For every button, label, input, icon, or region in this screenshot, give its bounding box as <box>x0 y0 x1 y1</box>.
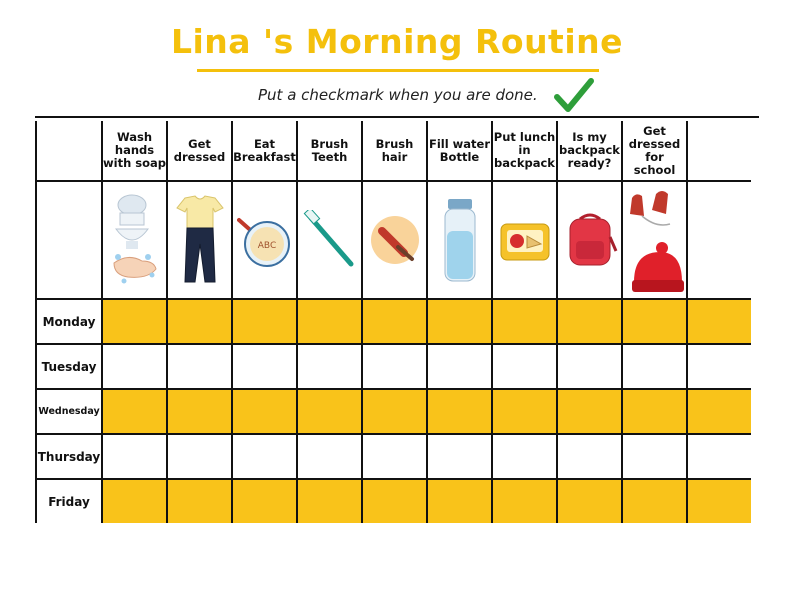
check-cell[interactable] <box>232 299 297 344</box>
hairbrush-icon <box>368 213 422 267</box>
check-cell[interactable] <box>492 344 557 389</box>
day-label: Friday <box>36 479 102 523</box>
check-cell[interactable] <box>622 299 687 344</box>
check-cell[interactable] <box>297 389 362 434</box>
pic-cell <box>167 181 232 299</box>
pic-cell <box>492 181 557 299</box>
check-cell[interactable] <box>557 479 622 523</box>
check-cell[interactable] <box>427 344 492 389</box>
check-cell[interactable] <box>362 389 427 434</box>
picture-row <box>36 181 751 299</box>
pic-cell <box>362 181 427 299</box>
task-label: Brush hair <box>362 121 427 181</box>
pic-cell <box>102 181 167 299</box>
day-row <box>36 479 751 523</box>
task-label: Brush Teeth <box>297 121 362 181</box>
check-cell[interactable] <box>687 479 751 523</box>
check-cell[interactable] <box>687 434 751 479</box>
day-row <box>36 389 751 434</box>
task-label: Get dressed <box>167 121 232 181</box>
check-cell[interactable] <box>297 479 362 523</box>
check-cell[interactable] <box>492 434 557 479</box>
check-cell[interactable] <box>557 344 622 389</box>
check-cell[interactable] <box>102 389 167 434</box>
check-cell[interactable] <box>427 299 492 344</box>
check-cell[interactable] <box>232 479 297 523</box>
check-cell[interactable] <box>102 434 167 479</box>
svg-text:ABC: ABC <box>257 241 276 251</box>
check-cell[interactable] <box>622 479 687 523</box>
check-cell[interactable] <box>622 344 687 389</box>
check-cell[interactable] <box>622 389 687 434</box>
check-cell[interactable] <box>362 479 427 523</box>
day-label: Thursday <box>36 434 102 479</box>
check-cell[interactable] <box>687 389 751 434</box>
check-cell[interactable] <box>427 434 492 479</box>
task-label: Put lunch in backpack <box>492 121 557 181</box>
check-cell[interactable] <box>297 299 362 344</box>
task-label: Wash hands with soap <box>102 121 167 181</box>
check-cell[interactable] <box>362 434 427 479</box>
task-label-empty <box>687 121 751 181</box>
pic-cell-empty <box>687 181 751 299</box>
page-title: Lina 's Morning Routine <box>170 22 624 61</box>
task-header-row <box>36 121 751 181</box>
title-underline <box>197 69 599 72</box>
day-label: Monday <box>36 299 102 344</box>
check-cell[interactable] <box>427 479 492 523</box>
check-cell[interactable] <box>167 434 232 479</box>
check-cell[interactable] <box>167 344 232 389</box>
check-cell[interactable] <box>362 344 427 389</box>
day-label: Tuesday <box>36 344 102 389</box>
task-label: Eat Breakfast <box>232 121 297 181</box>
corner-cell <box>36 181 102 299</box>
mittens-hat-icon <box>626 186 684 294</box>
check-cell[interactable] <box>167 479 232 523</box>
cereal-bowl-icon <box>237 210 293 270</box>
clothes-icon <box>175 194 225 286</box>
check-cell[interactable] <box>167 389 232 434</box>
check-cell[interactable] <box>232 434 297 479</box>
water-bottle-icon <box>442 197 478 283</box>
day-row <box>36 344 751 389</box>
check-cell[interactable] <box>362 299 427 344</box>
pic-cell <box>622 181 687 299</box>
pic-cell <box>232 181 297 299</box>
day-row <box>36 434 751 479</box>
pic-cell <box>297 181 362 299</box>
check-cell[interactable] <box>492 299 557 344</box>
lunchbox-icon <box>499 214 551 266</box>
task-label: Get dressed for school <box>622 121 687 181</box>
routine-chart <box>35 121 751 523</box>
check-cell[interactable] <box>687 344 751 389</box>
check-cell[interactable] <box>297 434 362 479</box>
check-cell[interactable] <box>557 389 622 434</box>
task-label: Is my backpack ready? <box>557 121 622 181</box>
check-cell[interactable] <box>232 344 297 389</box>
day-row <box>36 299 751 344</box>
check-cell[interactable] <box>622 434 687 479</box>
check-cell[interactable] <box>102 299 167 344</box>
day-label: Wednesday <box>36 389 102 434</box>
check-cell[interactable] <box>102 344 167 389</box>
check-cell[interactable] <box>557 299 622 344</box>
pic-cell <box>557 181 622 299</box>
toothbrush-icon <box>303 210 357 270</box>
top-rule <box>35 116 759 118</box>
checkmark-icon <box>553 77 595 115</box>
backpack-icon <box>562 211 618 269</box>
check-cell[interactable] <box>687 299 751 344</box>
check-cell[interactable] <box>232 389 297 434</box>
check-cell[interactable] <box>492 389 557 434</box>
check-cell[interactable] <box>297 344 362 389</box>
task-label: Fill water Bottle <box>427 121 492 181</box>
check-cell[interactable] <box>102 479 167 523</box>
check-cell[interactable] <box>492 479 557 523</box>
check-cell[interactable] <box>427 389 492 434</box>
corner-cell <box>36 121 102 181</box>
check-cell[interactable] <box>557 434 622 479</box>
instruction-text: Put a checkmark when you are done. <box>258 86 538 104</box>
toilet-handwash-icon <box>108 191 162 289</box>
pic-cell <box>427 181 492 299</box>
check-cell[interactable] <box>167 299 232 344</box>
